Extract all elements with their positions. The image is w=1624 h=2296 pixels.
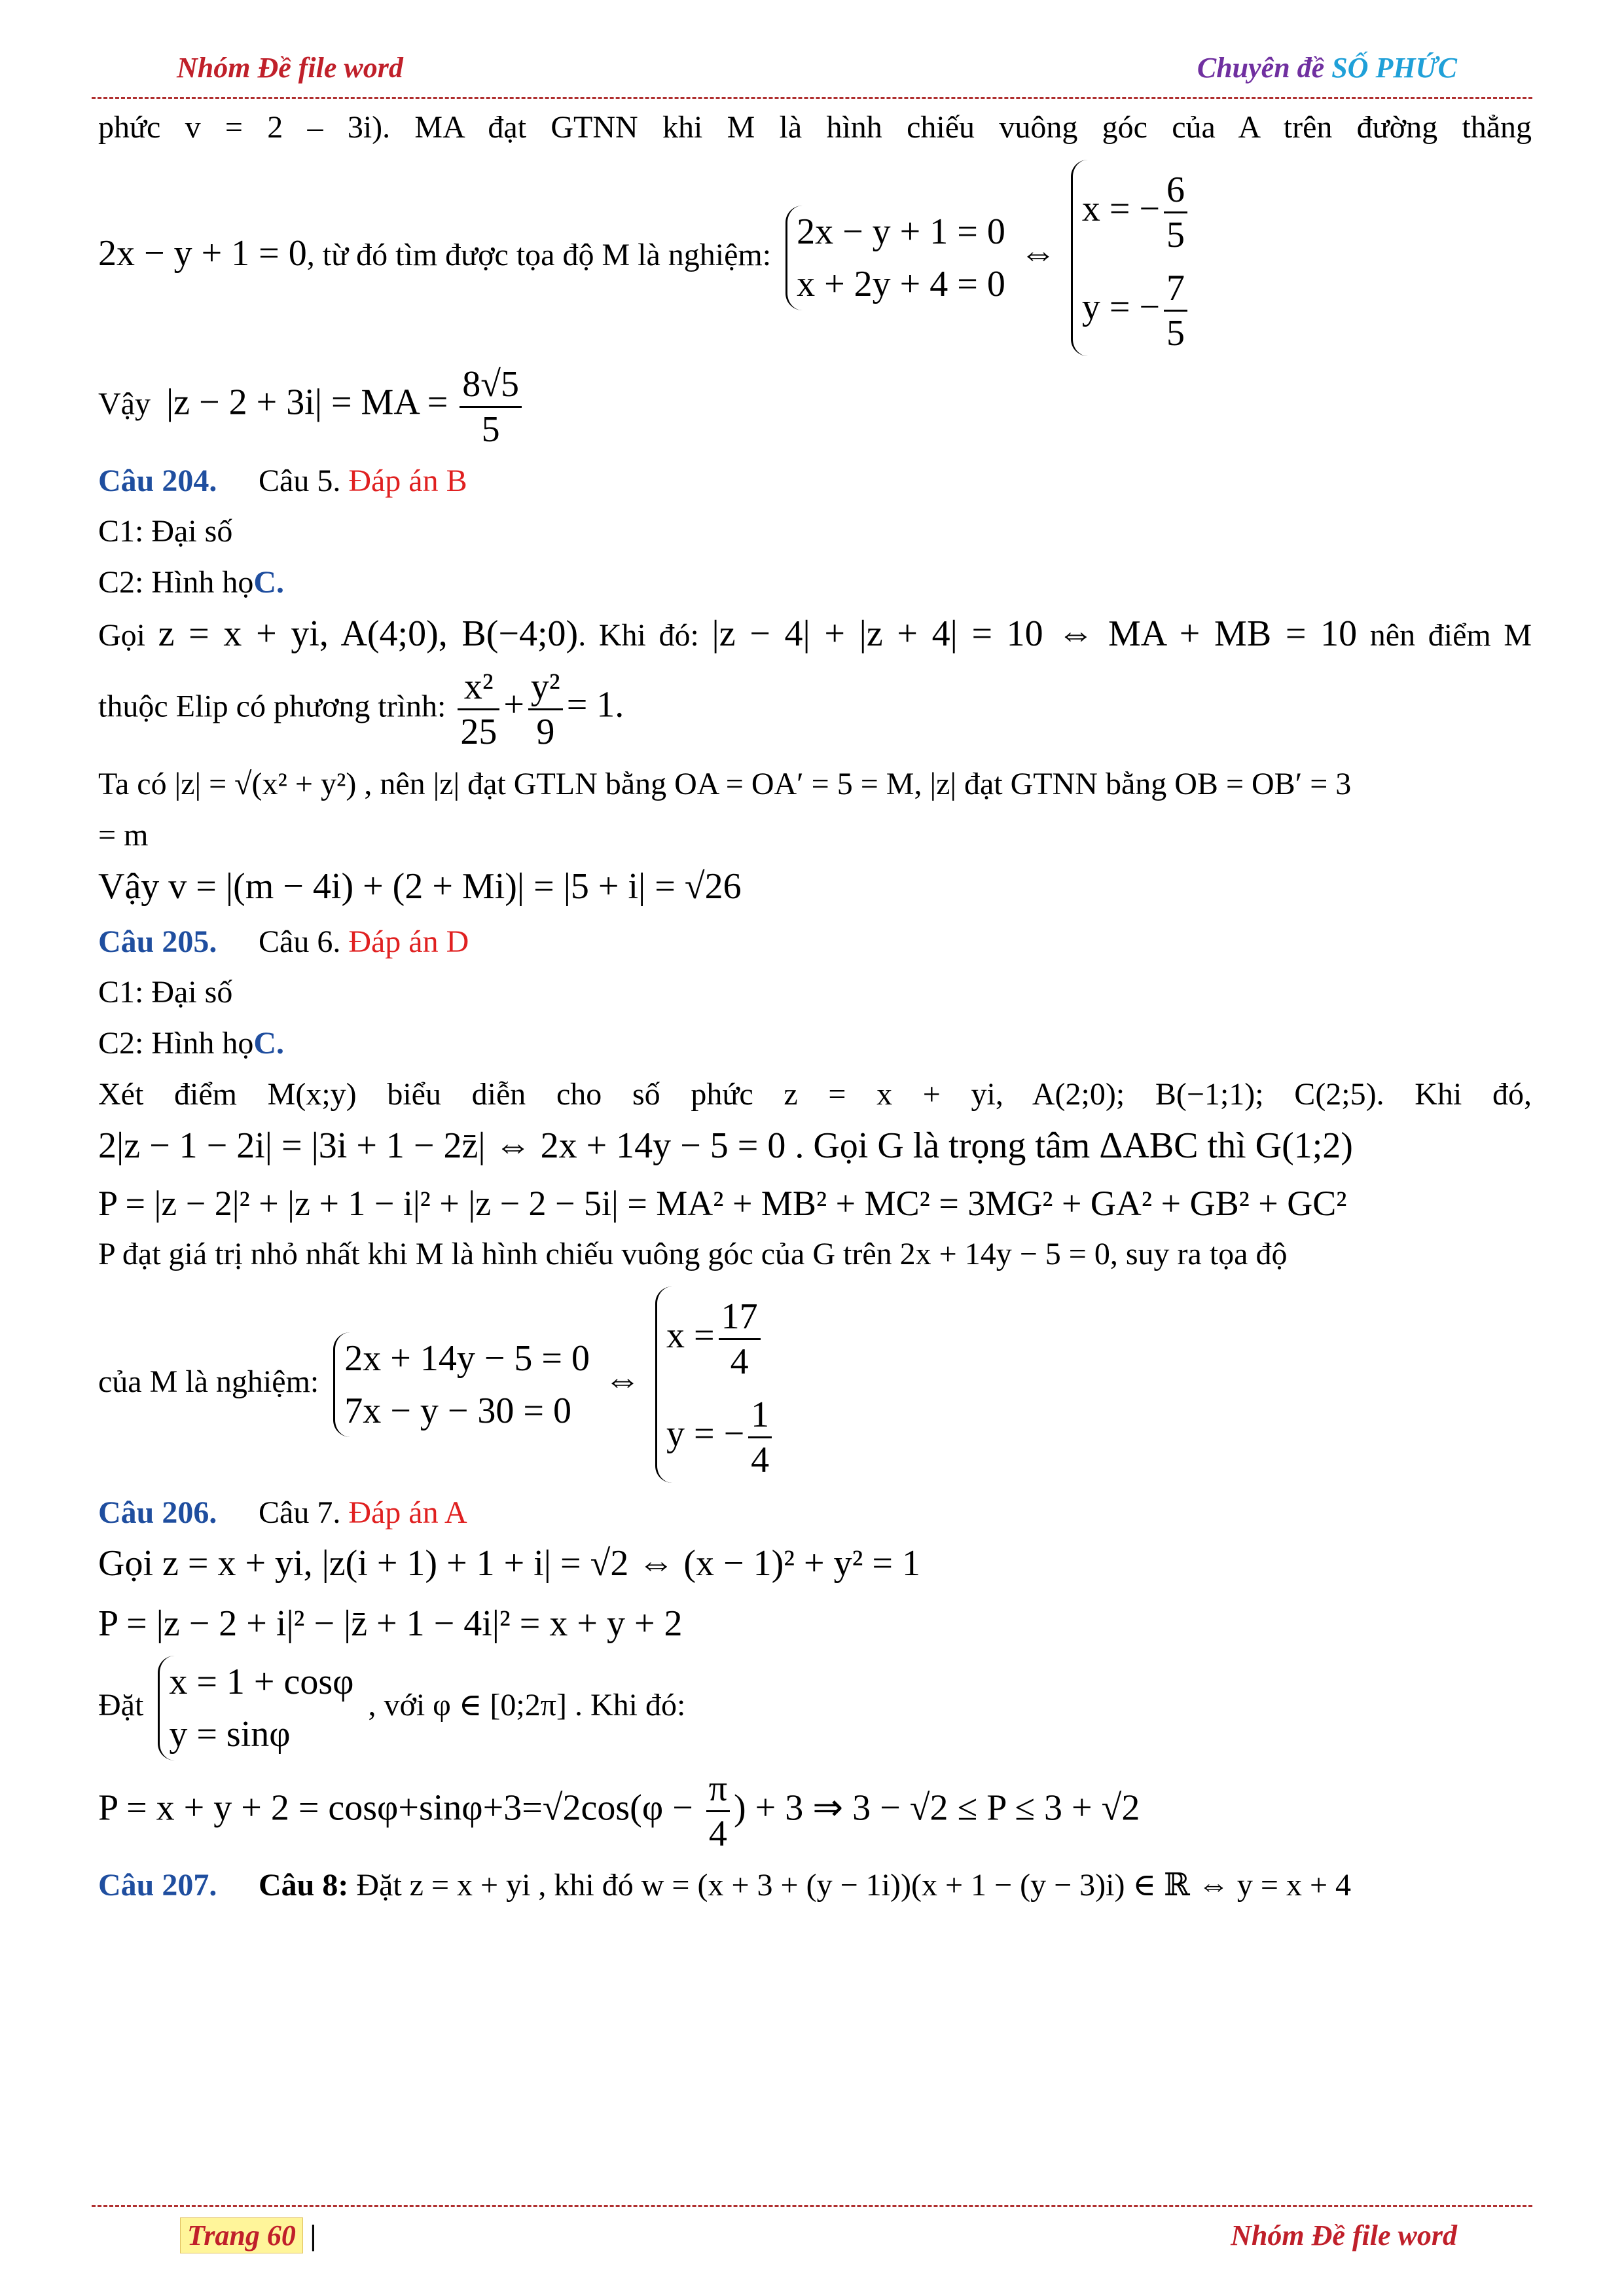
intro-result: Vậy |z − 2 + 3i| = MA = $\frac{8√5}{5}$ xyxy=(98,363,1532,451)
q204-line-3: Ta có |z| = √(x² + y²) , nên |z| đạt GTLN bằng OA = OA′ = 5 = M, |z| đạt GTNN bằng OB = OB′ = 3 xyxy=(98,767,1352,801)
header-right: Chuyên đề SỐ PHỨC xyxy=(1197,52,1457,84)
q206-line-2: P = |z − 2 + i|² − |z̄ + 1 − 4i|² = x + y + 2 xyxy=(98,1603,683,1644)
q204-c2: C2: Hình họC. xyxy=(98,565,285,600)
q206-line-1: Gọi z = x + yi, |z(i + 1) + 1 + i| = √2 ⇔ (x − 1)² + y² = 1 xyxy=(98,1543,920,1584)
q204-line-4: = m xyxy=(98,818,149,852)
q204-c1: C1: Đại số xyxy=(98,514,233,549)
system-1: 2x − y + 1 = 0 x + 2y + 4 = 0 xyxy=(785,206,1005,310)
q206-heading: Câu 206. Câu 7. Đáp án A xyxy=(98,1495,467,1530)
q205-line-2: 2|z − 1 − 2i| = |3i + 1 − 2z̄| ⇔ 2x + 14y − 5 = 0 . Gọi G là trọng tâm ΔABC thì G(1;2) xyxy=(98,1125,1353,1166)
q205-c2: C2: Hình họC. xyxy=(98,1026,285,1061)
q205-heading: Câu 205. Câu 6. Đáp án D xyxy=(98,924,469,959)
system-2: 2x + 14y − 5 = 0 7x − y − 30 = 0 xyxy=(333,1332,590,1437)
solution-2: x = $\frac{17}{4}$ y = − $\frac{1}{4}$ xyxy=(655,1286,776,1483)
q205-line-5: của M là nghiệm: 2x + 14y − 5 = 0 7x − y − 30 = 0 ⇔ x = $\frac{17}{4}$ y = − $\frac{1}{4}$ xyxy=(98,1286,1532,1483)
q206-line-4: P = x + y + 2 = cosφ+sinφ+3=√2cos(φ − $\frac{\pi}{4}$ ) + 3 ⇒ 3 − √2 ≤ P ≤ 3 + √2 xyxy=(98,1768,1140,1854)
q207-heading: Câu 207. Câu 8: Đặt z = x + yi , khi đó w = (x + 3 + (y − 1i))(x + 1 − (y − 3)i) ∈ ℝ ⇔ y = x + 4 xyxy=(98,1868,1352,1903)
footer-page: Trang 60 | xyxy=(180,2219,317,2252)
intro-line-2: 2x − y + 1 = 0, từ đó tìm được tọa độ M là nghiệm: 2x − y + 1 = 0 x + 2y + 4 = 0 ⇔ x = − $\frac{6}{5}$ y = − $\frac{7}{5}$ xyxy=(98,160,1532,356)
q204-heading: Câu 204. Câu 5. Đáp án B xyxy=(98,464,467,498)
solution-1: x = − $\frac{6}{5}$ y = − $\frac{7}{5}$ xyxy=(1071,160,1191,356)
page-content xyxy=(98,98,1532,1910)
q205-line-4: P đạt giá trị nhỏ nhất khi M là hình chiếu vuông góc của G trên 2x + 14y − 5 = 0, suy ra tọa độ xyxy=(98,1237,1288,1271)
q205-c1: C1: Đại số xyxy=(98,975,233,1010)
header-left: Nhóm Đề file word xyxy=(177,52,403,84)
page-header xyxy=(92,51,1532,99)
system-3: x = 1 + cosφ y = sinφ xyxy=(158,1656,353,1760)
q205-line-3: P = |z − 2|² + |z + 1 − i|² + |z − 2 − 5i| = MA² + MB² + MC² = 3MG² + GA² + GB² + GC² xyxy=(98,1184,1347,1223)
footer-right: Nhóm Đề file word xyxy=(1231,2219,1457,2251)
page-footer xyxy=(92,2205,1532,2266)
q204-line-5: Vậy v = |(m − 4i) + (2 + Mi)| = |5 + i| = √26 xyxy=(98,866,742,907)
intro-line-1: phức v = 2 – 3i). MA đạt GTNN khi M là hình chiếu vuông góc của A trên đường thẳng xyxy=(98,110,1532,145)
q206-line-3: Đặt x = 1 + cosφ y = sinφ , với φ ∈ [0;2π] . Khi đó: xyxy=(98,1656,1532,1760)
q204-line-2: thuộc Elip có phương trình: $\frac{\text{x²}}{25}$ + $\frac{\text{y²}}{9}$ = 1. xyxy=(98,666,624,752)
q204-line-1: Gọi z = x + yi, A(4;0), B(−4;0). Khi đó: |z − 4| + |z + 4| = 10 ⇔ MA + MB = 10 nên điểm M xyxy=(98,613,1532,654)
q205-line-1: Xét điểm M(x;y) biểu diễn cho số phức z = x + yi, A(2;0); B(−1;1); C(2;5). Khi đó, xyxy=(98,1077,1532,1112)
